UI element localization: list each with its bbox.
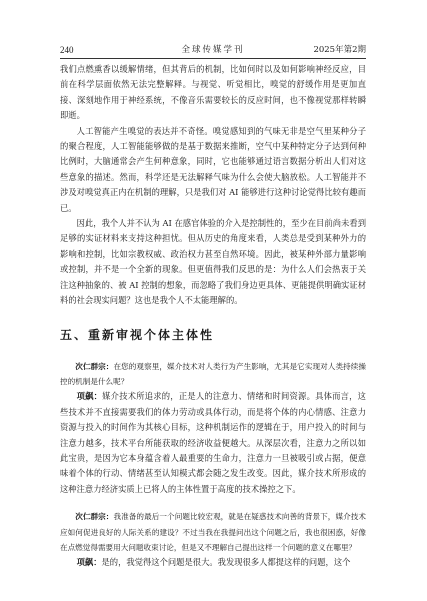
journal-title: 全球传媒学刊 xyxy=(181,45,245,55)
header-rule xyxy=(60,58,366,59)
issue-label: 2025年第2期 xyxy=(313,45,366,55)
answer-paragraph xyxy=(60,389,366,497)
paragraph: 人工智能产生嗅觉的表达并不奇怪。嗅觉感知到的气味无非是空气里某种分子的聚合程度，人工智能能够做的是基于数据来推断，空气中某种特定分子达到何种比例时，大脑通常会产生何种意象，同时，它也能够通过语言数据分析出人们对这些意象的描述。然而，科学还是无法解释气味为什么会使大脑放松。人工智能并不涉及对嗅觉真正内在机制的理解，只是我们对 AI 能够进行这种讨论觉得比较有趣而已。 xyxy=(60,125,366,213)
answer-paragraph xyxy=(60,555,366,570)
section-heading: 五、重新审视个体主体性 xyxy=(60,327,215,342)
article-body xyxy=(60,62,366,571)
paragraph: 我们点燃熏香以缓解情绪，但其背后的机制，比如何时以及如何影响神经反应，目前在科学层面依然无法完整解释。与视觉、听觉相比，嗅觉的舒缓作用是更加直接、深刻地作用于神经系统，不像音乐需要较长的反应时间，也不像视觉那样转瞬即逝。 xyxy=(60,64,366,121)
paragraph: 因此，我个人并不认为 AI 在感官体验的介入是控制性的，至少在目前尚未看到足够的实证材料来支持这种担忧。但从历史的角度来看，人类总是受到某种外力的影响和控制，比如宗教权威、政治权力甚至自然环境。因此，被某种外部力量影响或控制，并不是一个全新的现象。但更值得我们反思的是：为什么人们会热衷于关注这种抽象的、被 AI 控制的想象，而忽略了我们身边更具体、更能提供明确实证材料的社会现实问题？这也是我个人不太能理解的。 xyxy=(60,218,366,306)
question-paragraph xyxy=(60,359,366,390)
answer-text: 是的，我觉得这个问题是很大。我发现很多人都提这样的问题，这个 xyxy=(101,557,351,568)
speaker-name: 次仁群宗： xyxy=(75,361,114,371)
speaker-name: 项飙： xyxy=(76,557,102,568)
running-header xyxy=(60,44,366,56)
answer-text: 媒介技术所追求的，正是人的注意力、情绪和时间资源。具体而言，这些技术并不直接需要我们的体力劳动或具体行动，而是将个体的内心情感、注意力资源与投入的时间作为其核心目标，这种机制运作的逻辑在于，用户投入的时间与注意力越多，技术平台所能获取的经济收益便越大。从深层次看，注意力之所以如此宝贵，是因为它本身蕴含着人最重要的生命力，注意力一旦被吸引或占据，便意味着个体的行动、情绪甚至认知模式都会随之发生改变。因此，媒介技术所形成的这种注意力经济实质上已将人的主体性置于高度的技术操控之下。 xyxy=(60,391,366,494)
question-paragraph xyxy=(60,509,366,555)
question-text: 我准备的最后一个问题比较宏观，就是在疑惑技术向善的背景下，媒介技术应如何促进良好的人际关系的建设？不过当我在我提问出这个问题之后，我也很困惑，好像在点燃觉得需要用大问题收束讨论，但是又不理解自己提出这样一个问题的意义在哪里？ xyxy=(60,512,367,552)
speaker-name: 项飙： xyxy=(76,391,103,402)
question-text: 在您的观察里，媒介技术对人类行为产生影响，尤其是它实现对人类持续操控的机制是什么呢？ xyxy=(60,361,367,386)
speaker-name: 次仁群宗： xyxy=(75,512,114,522)
spacer xyxy=(60,497,366,509)
page-number: 240 xyxy=(60,45,74,55)
